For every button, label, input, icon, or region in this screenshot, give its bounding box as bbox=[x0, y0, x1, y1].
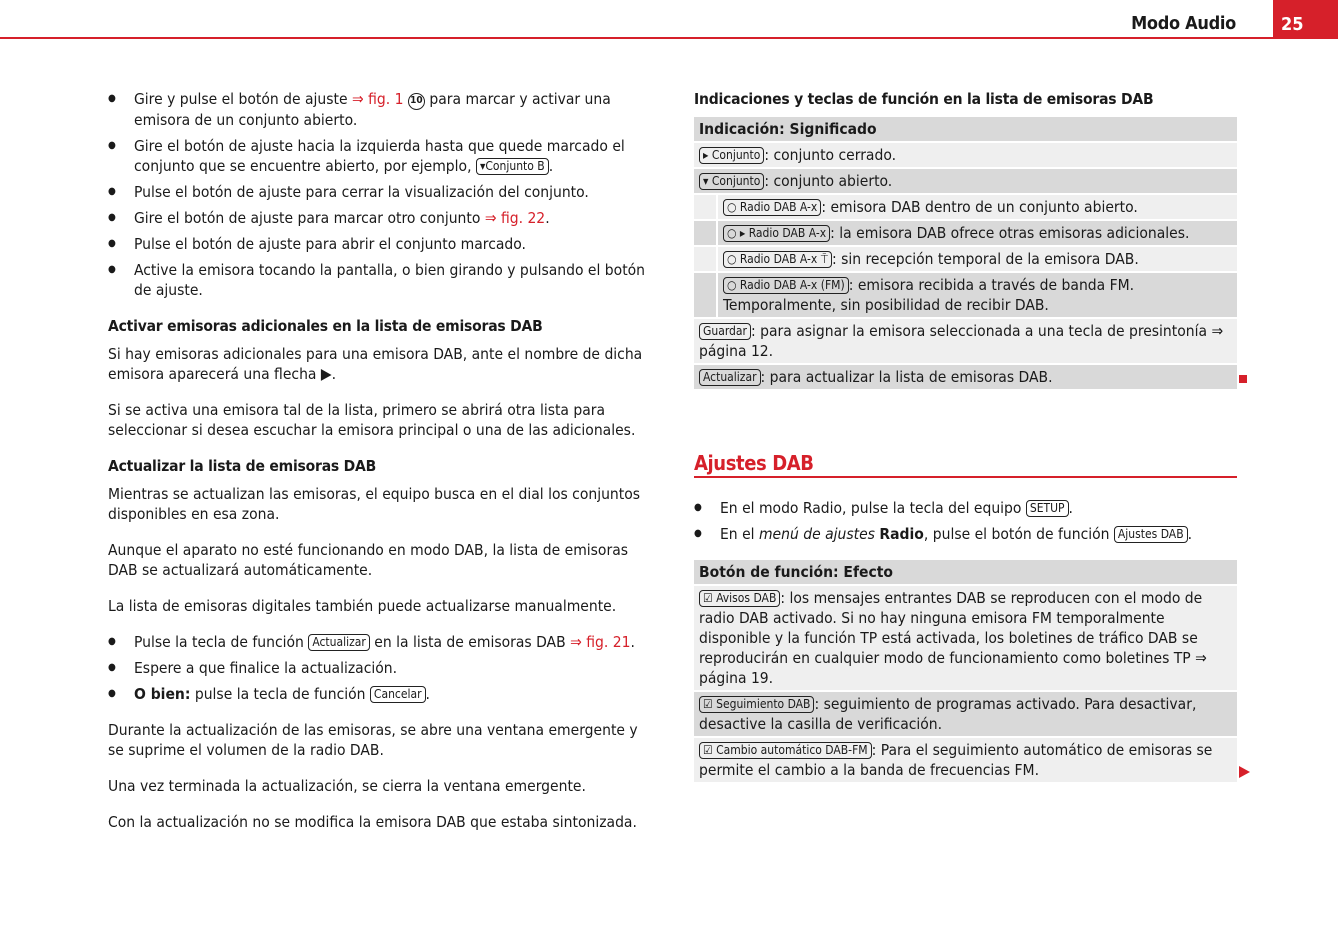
table1-header: Indicación: Significado bbox=[694, 117, 1237, 143]
table-cell: ▸ Conjunto : conjunto cerrado. bbox=[694, 143, 1237, 167]
left-column bbox=[108, 89, 653, 848]
indent-cell bbox=[694, 273, 718, 317]
indent-cell bbox=[694, 221, 718, 245]
subheading: Actualizar la lista de emisoras DAB bbox=[108, 457, 377, 475]
table-row bbox=[694, 221, 1237, 247]
function-key: ○ Radio DAB A-x (FM) bbox=[723, 277, 849, 294]
paragraph: Con la actualización no se modifica la emisora DAB que estaba sintonizada. bbox=[108, 813, 637, 831]
function-key: ▾Conjunto B bbox=[476, 158, 549, 175]
table2-header: Botón de función: Efecto bbox=[694, 560, 1237, 586]
function-key: ▸ Conjunto bbox=[699, 147, 764, 164]
table-row bbox=[694, 692, 1237, 738]
bullet-item: ● Gire el botón de ajuste para marcar otro conjunto ⇒ fig. 22. bbox=[108, 208, 653, 228]
right-column bbox=[694, 89, 1237, 784]
bullet-item: ● En el menú de ajustes Radio, pulse el botón de función Ajustes DAB . bbox=[694, 524, 1237, 544]
callout-number: 10 bbox=[408, 93, 425, 110]
table-row bbox=[694, 195, 1237, 221]
table-cell: ○ Radio DAB A-x (FM) : emisora recibida a través de banda FM. Temporalmente, sin posibilidad de recibir DAB. bbox=[723, 276, 1135, 314]
function-key: ○ Radio DAB A-x ⍑ bbox=[723, 251, 832, 268]
chapter-title: Modo Audio bbox=[1131, 13, 1236, 34]
function-table bbox=[694, 560, 1237, 784]
table-cell: ○ Radio DAB A-x ⍑ : sin recepción temporal de la emisora DAB. bbox=[718, 247, 1237, 271]
function-key: ☑ Cambio automático DAB-FM bbox=[699, 742, 872, 759]
paragraph: La lista de emisoras digitales también puede actualizarse manualmente. bbox=[108, 597, 617, 615]
function-key: Guardar bbox=[699, 323, 751, 340]
table-cell: ☑ Seguimiento DAB : seguimiento de programas activado. Para desactivar, desactive la casilla de verificación. bbox=[699, 695, 1197, 733]
bullet-item: ● O bien: pulse la tecla de función Cancelar . bbox=[108, 684, 653, 704]
paragraph: Durante la actualización de las emisoras, se abre una ventana emergente y se suprime el volumen de la radio DAB. bbox=[108, 721, 638, 759]
paragraph: Una vez terminada la actualización, se cierra la ventana emergente. bbox=[108, 777, 586, 795]
function-key: ☑ Avisos DAB bbox=[699, 590, 780, 607]
bullet-item: ● Pulse el botón de ajuste para cerrar la visualización del conjunto. bbox=[108, 182, 653, 202]
table-row bbox=[694, 273, 1237, 319]
figure-reference[interactable]: ⇒ fig. 1 bbox=[352, 90, 404, 108]
header-rule bbox=[0, 37, 1338, 39]
section-title: Ajustes DAB bbox=[694, 453, 1237, 478]
bullet-item: ● Pulse el botón de ajuste para abrir el conjunto marcado. bbox=[108, 234, 653, 254]
bold-text: Radio bbox=[879, 525, 924, 543]
table1-heading: Indicaciones y teclas de función en la lista de emisoras DAB bbox=[694, 90, 1154, 108]
paragraph: Mientras se actualizan las emisoras, el equipo busca en el dial los conjuntos disponibles en esa zona. bbox=[108, 485, 641, 523]
table-cell: Guardar : para asignar la emisora seleccionada a una tecla de presintonía ⇒ página 12. bbox=[699, 322, 1224, 360]
table-row bbox=[694, 586, 1237, 692]
function-key: Cancelar bbox=[370, 686, 426, 703]
bullet-item: ● Gire y pulse el botón de ajuste ⇒ fig. 1 10 para marcar y activar una emisora de un conjunto abierto. bbox=[108, 89, 653, 130]
table-row bbox=[694, 319, 1237, 365]
table-cell: ○ Radio DAB A-x : emisora DAB dentro de un conjunto abierto. bbox=[718, 195, 1237, 219]
paragraph: Si se activa una emisora tal de la lista, primero se abrirá otra lista para seleccionar si desea escuchar la emisora principal o una de las adicionales. bbox=[108, 401, 636, 439]
function-key: ○ ▸ Radio DAB A-x bbox=[723, 225, 830, 242]
paragraph: Si hay emisoras adicionales para una emisora DAB, ante el nombre de dicha emisora aparecerá una flecha ▶. bbox=[108, 345, 643, 383]
end-of-section-square-icon bbox=[1239, 375, 1247, 383]
function-key: ▾ Conjunto bbox=[699, 173, 764, 190]
indications-table bbox=[694, 117, 1237, 391]
table-row bbox=[694, 738, 1237, 784]
table-row bbox=[694, 247, 1237, 273]
function-key: SETUP bbox=[1026, 500, 1069, 517]
italic-text: menú de ajustes bbox=[758, 525, 875, 543]
table-row bbox=[694, 143, 1237, 169]
table-cell: ○ ▸ Radio DAB A-x : la emisora DAB ofrece otras emisoras adicionales. bbox=[718, 221, 1237, 245]
bullet-item: ● Espere a que finalice la actualización. bbox=[108, 658, 653, 678]
continue-arrow-icon bbox=[1239, 766, 1250, 778]
page-number: 25 bbox=[1273, 0, 1338, 39]
bullet-item: ● Pulse la tecla de función Actualizar en la lista de emisoras DAB ⇒ fig. 21. bbox=[108, 632, 653, 652]
indent-cell bbox=[694, 195, 718, 219]
bullet-item: ● Active la emisora tocando la pantalla, o bien girando y pulsando el botón de ajuste. bbox=[108, 260, 653, 300]
bullet-item: ● Gire el botón de ajuste hacia la izquierda hasta que quede marcado el conjunto que se encuentre abierto, por ejemplo, ▾Conjunto B . bbox=[108, 136, 653, 176]
bullet-item: ● En el modo Radio, pulse la tecla del equipo SETUP . bbox=[694, 498, 1237, 518]
function-key: Actualizar bbox=[699, 369, 761, 386]
function-key: ○ Radio DAB A-x bbox=[723, 199, 821, 216]
table-cell: ☑ Avisos DAB : los mensajes entrantes DAB se reproducen con el modo de radio DAB activado. Si no hay ninguna emisora FM temporalmente disponible y la función TP está activada, los boletines de tráfico DAB se reproducirán en cualquier modo de funcionamiento como boletines TP ⇒ página 19. bbox=[699, 589, 1207, 687]
subheading: Activar emisoras adicionales en la lista de emisoras DAB bbox=[108, 317, 543, 335]
function-key: ☑ Seguimiento DAB bbox=[699, 696, 814, 713]
settings-bullets bbox=[694, 498, 1237, 544]
table-cell: ☑ Cambio automático DAB-FM : Para el seguimiento automático de emisoras se permite el cambio a la banda de frecuencias FM. bbox=[699, 741, 1213, 779]
bold-text: O bien: bbox=[134, 685, 191, 703]
table-row bbox=[694, 365, 1237, 391]
table-cell: ▾ Conjunto : conjunto abierto. bbox=[694, 169, 1237, 193]
figure-reference[interactable]: ⇒ fig. 22 bbox=[484, 209, 546, 227]
table-cell: Actualizar : para actualizar la lista de emisoras DAB. bbox=[694, 365, 1237, 389]
function-key: Actualizar bbox=[308, 634, 370, 651]
figure-reference[interactable]: ⇒ fig. 21 bbox=[570, 633, 631, 651]
table-row bbox=[694, 169, 1237, 195]
function-key: Ajustes DAB bbox=[1114, 526, 1188, 543]
indent-cell bbox=[694, 247, 718, 271]
paragraph: Aunque el aparato no esté funcionando en modo DAB, la lista de emisoras DAB se actualizará automáticamente. bbox=[108, 541, 628, 579]
